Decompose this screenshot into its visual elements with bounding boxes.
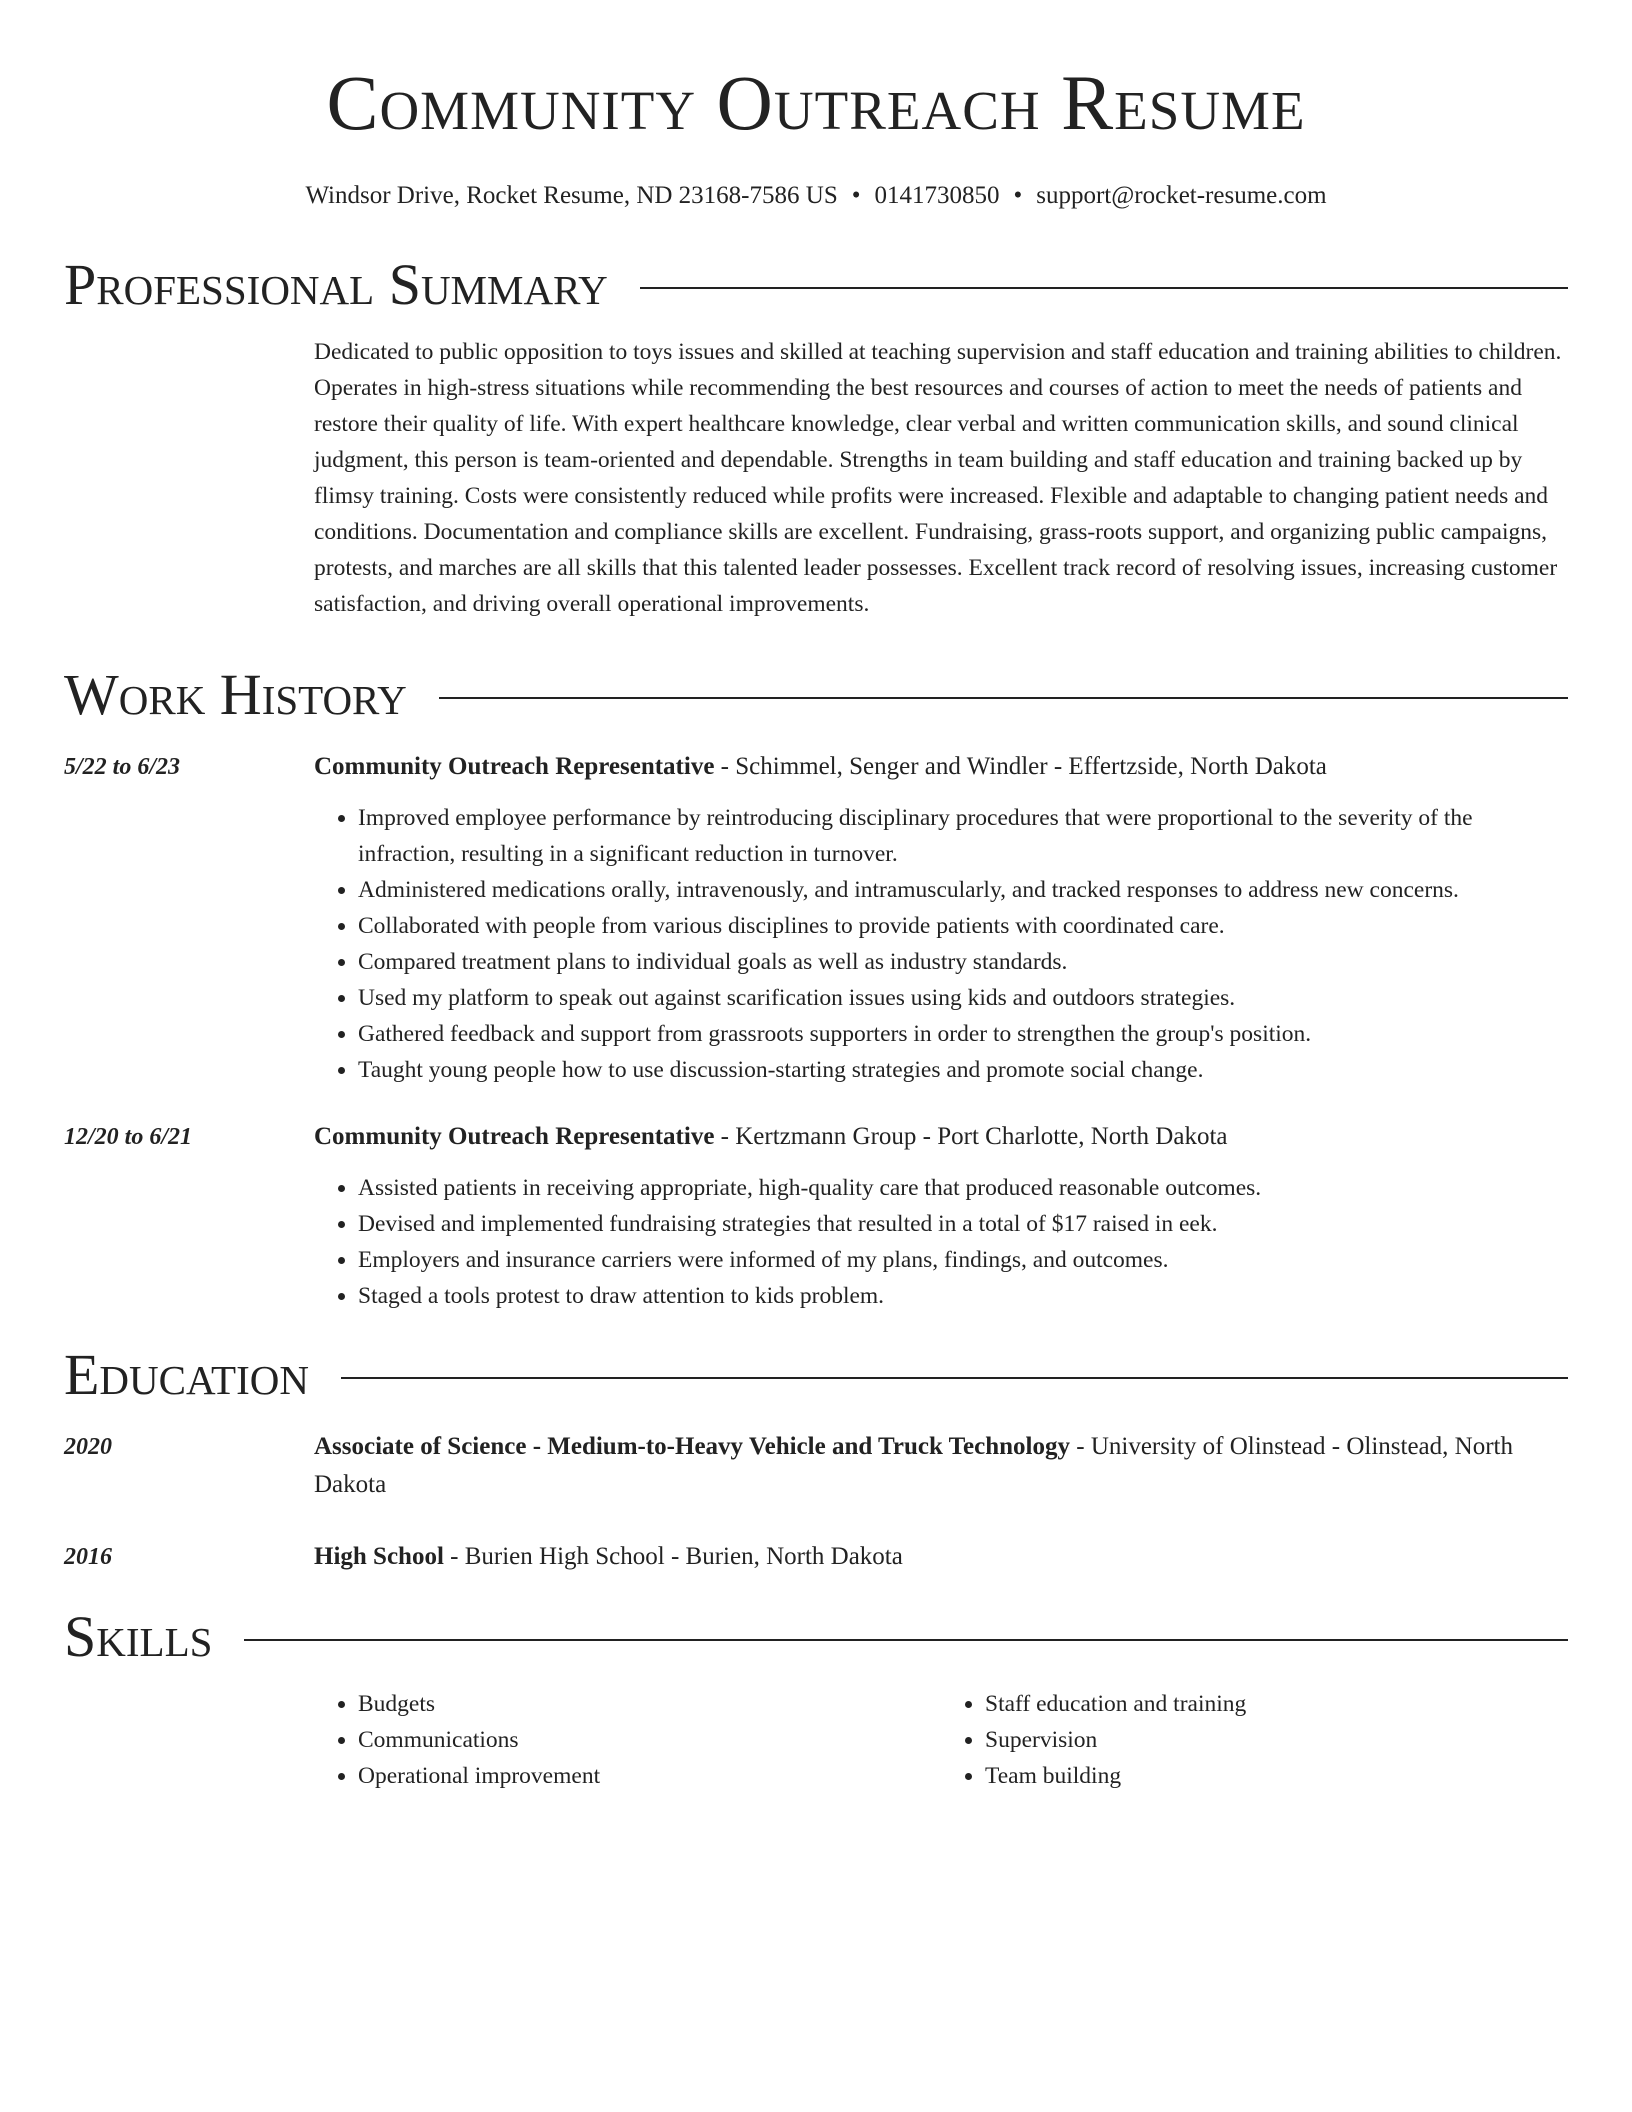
skills-column-right xyxy=(941,1686,1568,1794)
contact-address: Windsor Drive, Rocket Resume, ND 23168-7586 US xyxy=(305,182,838,209)
skill-item: • Staff education and training xyxy=(985,1686,1568,1722)
job-header xyxy=(314,748,1568,786)
job-bullets xyxy=(314,800,1568,1088)
section-education-title: Education xyxy=(64,1342,309,1407)
education-details: - Burien High School - Burien, North Dakota xyxy=(443,1543,903,1570)
education-entry xyxy=(64,1538,1568,1576)
section-divider xyxy=(439,697,1568,699)
education-body xyxy=(314,1538,1568,1576)
education-date: 2016 xyxy=(64,1544,112,1570)
skills-column-left xyxy=(314,1686,941,1794)
section-skills-title: Skills xyxy=(64,1604,213,1669)
resume-title: Community Outreach Resume xyxy=(326,59,1306,146)
list-item: • Taught young people how to use discussion-starting strategies and promote social change. xyxy=(358,1052,1568,1088)
list-item: • Used my platform to speak out against scarification issues using kids and outdoors strategies. xyxy=(358,980,1568,1016)
education-degree: Associate of Science - Medium-to-Heavy Vehicle and Truck Technology xyxy=(314,1433,1070,1460)
section-divider xyxy=(244,1639,1568,1641)
section-education-header xyxy=(64,1344,1568,1406)
skill-item: • Operational improvement xyxy=(358,1758,941,1794)
job-details: - Schimmel, Senger and Windler - Effertzside, North Dakota xyxy=(714,753,1327,780)
education-body xyxy=(314,1428,1568,1504)
section-work-title: Work History xyxy=(64,662,407,727)
skill-item: • Communications xyxy=(358,1722,941,1758)
skills-list xyxy=(314,1686,1568,1794)
contact-phone: 0141730850 xyxy=(874,182,1000,209)
list-item: • Compared treatment plans to individual goals as well as industry standards. xyxy=(358,944,1568,980)
list-item: • Improved employee performance by reintroducing disciplinary procedures that were proportional to the severity of the infraction, resulting in a significant reduction in turnover. xyxy=(358,800,1568,872)
list-item: • Gathered feedback and support from grassroots supporters in order to strengthen the group's position. xyxy=(358,1016,1568,1052)
education-entry xyxy=(64,1428,1568,1504)
section-skills-header xyxy=(64,1606,1568,1668)
job-body xyxy=(314,748,1568,1088)
education-degree: High School xyxy=(314,1543,444,1570)
skill-item: • Supervision xyxy=(985,1722,1568,1758)
job-bullets xyxy=(314,1170,1568,1314)
list-item: • Employers and insurance carriers were informed of my plans, findings, and outcomes. xyxy=(358,1242,1568,1278)
contact-separator: • xyxy=(1013,182,1023,209)
job-details: - Kertzmann Group - Port Charlotte, North Dakota xyxy=(714,1123,1228,1150)
section-work-header xyxy=(64,664,1568,726)
skill-item: • Budgets xyxy=(358,1686,941,1722)
job-title: Community Outreach Representative xyxy=(314,753,715,780)
job-body xyxy=(314,1118,1568,1314)
education-date: 2020 xyxy=(64,1434,112,1460)
section-summary-header xyxy=(64,254,1568,316)
contact-email: support@rocket-resume.com xyxy=(1036,182,1327,209)
list-item: • Staged a tools protest to draw attention to kids problem. xyxy=(358,1278,1568,1314)
list-item: • Administered medications orally, intravenously, and intramuscularly, and tracked responses to address new concerns. xyxy=(358,872,1568,908)
job-header xyxy=(314,1118,1568,1156)
section-divider xyxy=(341,1377,1568,1379)
list-item: • Devised and implemented fundraising strategies that resulted in a total of $17 raised in eek. xyxy=(358,1206,1568,1242)
list-item: • Collaborated with people from various disciplines to provide patients with coordinated care. xyxy=(358,908,1568,944)
education-header xyxy=(314,1538,1568,1576)
education-header xyxy=(314,1428,1568,1504)
job-entry xyxy=(64,748,1568,1088)
list-item: • Assisted patients in receiving appropriate, high-quality care that produced reasonable outcomes. xyxy=(358,1170,1568,1206)
summary-text: Dedicated to public opposition to toys issues and skilled at teaching supervision and staff education and training abilities to children. Operates in high-stress situations while recommending the best resources and courses of action to meet the needs of patients and restore their quality of life. With expert healthcare knowledge, clear verbal and written communication skills, and sound clinical judgment, this person is team-oriented and dependable. Strengths in team building and staff education and training backed up by flimsy training. Costs were consistently reduced while profits were increased. Flexible and adaptable to changing patient needs and conditions. Documentation and compliance skills are excellent. Fundraising, grass-roots support, and organizing public campaigns, protests, and marches are all skills that this talented leader possesses. Excellent track record of resolving issues, increasing customer satisfaction, and driving overall operational improvements. xyxy=(314,339,1562,617)
education-details: - University of Olinstead - Olinstead, North Dakota xyxy=(314,1433,1513,1498)
contact-separator: • xyxy=(851,182,861,209)
section-divider xyxy=(640,287,1568,289)
section-summary-title: Professional Summary xyxy=(64,252,608,317)
job-date: 12/20 to 6/21 xyxy=(64,1124,193,1150)
job-title: Community Outreach Representative xyxy=(314,1123,715,1150)
contact-line xyxy=(64,180,1568,212)
skill-item: • Team building xyxy=(985,1758,1568,1794)
job-date: 5/22 to 6/23 xyxy=(64,754,181,780)
job-entry xyxy=(64,1118,1568,1314)
